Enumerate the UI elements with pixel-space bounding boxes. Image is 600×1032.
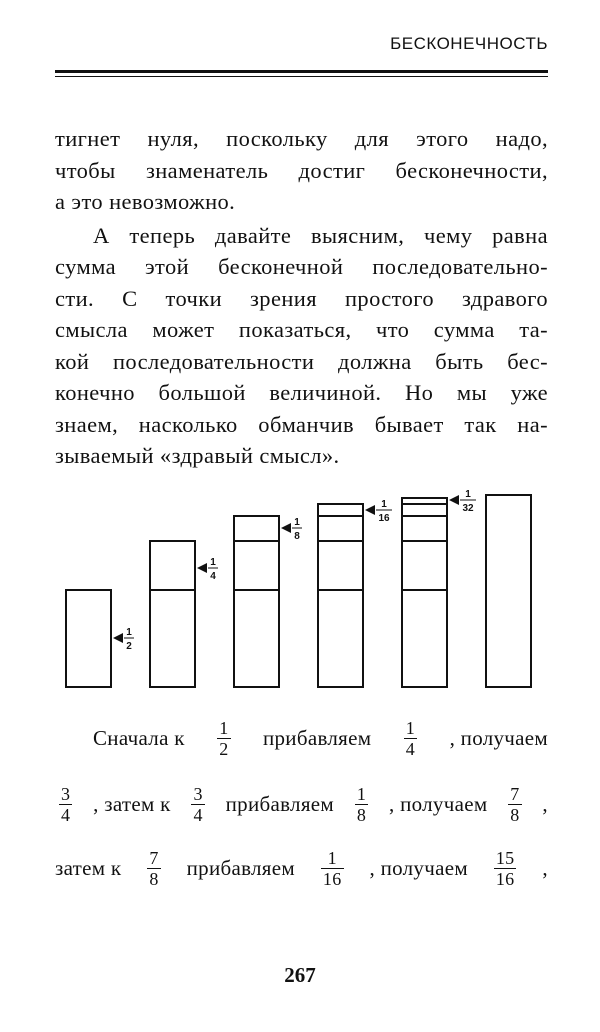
- fraction-num: 3: [61, 784, 71, 804]
- math-word: , получаем: [388, 792, 488, 817]
- fraction: [191, 784, 204, 825]
- text-line: конечно большой величиной. Но мы уже: [55, 380, 548, 405]
- math-word: прибавляем: [186, 856, 295, 881]
- block-column: [150, 541, 195, 687]
- running-header: БЕСКОНЕЧНОСТЬ: [390, 34, 548, 53]
- math-word: , получаем: [449, 726, 548, 751]
- math-word: затем к: [55, 856, 122, 881]
- text-line: зываемый «здравый смысл».: [55, 443, 340, 468]
- label-den: 4: [210, 571, 216, 582]
- math-word: ,: [542, 792, 548, 817]
- fraction: [59, 784, 72, 825]
- label-num: 1: [294, 517, 300, 528]
- header-rule-thin: [55, 76, 548, 77]
- page-number: 267: [284, 963, 316, 987]
- label-den: 16: [378, 513, 390, 524]
- arrow-icon: [113, 633, 123, 643]
- text-line: чтобы знаменатель достиг бесконечности,: [55, 157, 548, 183]
- text-line: сумма этой бесконечной последовательно-: [55, 254, 548, 279]
- text-line: смысла может показаться, что сумма та-: [55, 317, 548, 342]
- label-num: 1: [210, 557, 216, 568]
- text-line: знаем, насколько обманчив бывает так на-: [55, 411, 548, 437]
- text-line: А теперь давайте выясним, чему равна: [93, 222, 548, 248]
- label-num: 1: [126, 627, 132, 638]
- fraction-num: 7: [149, 848, 159, 868]
- fraction: [217, 718, 230, 759]
- label-num: 1: [381, 499, 387, 510]
- text-line: тигнет нуля, поскольку для этого надо,: [55, 126, 548, 151]
- block-whole: [486, 495, 531, 687]
- fraction-den: 4: [405, 739, 416, 760]
- text-line: сти. С точки зрения простого здравого: [55, 285, 548, 311]
- fraction-num: 1: [356, 784, 367, 804]
- fraction-den: 8: [356, 805, 367, 826]
- fraction: [321, 848, 344, 889]
- block-column: [318, 504, 363, 687]
- fraction-den: 4: [61, 805, 71, 826]
- fraction: [147, 848, 160, 889]
- paragraph-2: [55, 220, 548, 472]
- label-den: 2: [126, 641, 132, 652]
- paragraph-1: [55, 123, 548, 218]
- block-half: [66, 590, 111, 687]
- fraction-num: 7: [510, 784, 520, 804]
- fraction-num: 3: [193, 784, 203, 804]
- fraction-den: 4: [193, 805, 203, 826]
- math-line-1: [55, 718, 548, 759]
- arrow-icon: [449, 495, 459, 505]
- math-word: прибавляем: [262, 726, 372, 751]
- arrow-icon: [365, 505, 375, 515]
- stacked-blocks-figure: [0, 480, 600, 695]
- arrow-icon: [281, 523, 291, 533]
- header-rule-thick: [55, 70, 548, 73]
- text-line: а это невозможно.: [55, 189, 236, 214]
- math-word: , затем к: [93, 792, 171, 817]
- fraction: [494, 848, 517, 889]
- label-den: 32: [462, 503, 474, 514]
- fraction-num: 15: [495, 848, 515, 868]
- fraction: [404, 718, 417, 759]
- block-column: [402, 498, 447, 687]
- fraction-den: 8: [510, 805, 520, 826]
- math-word: ,: [542, 856, 548, 881]
- fraction-num: 1: [219, 718, 229, 738]
- text-line: кой последовательности должна быть бес-: [55, 348, 548, 374]
- fraction-den: 16: [495, 869, 515, 890]
- arrow-icon: [197, 563, 207, 573]
- math-line-3: [55, 848, 548, 889]
- fraction-den: 2: [219, 739, 229, 760]
- body-text: [55, 123, 548, 472]
- math-word: , получаем: [369, 856, 468, 881]
- fraction: [355, 784, 368, 825]
- fraction-den: 8: [149, 869, 159, 890]
- fraction-num: 1: [405, 718, 416, 738]
- fraction-num: 1: [327, 848, 337, 868]
- math-word: Сначала к: [93, 726, 185, 751]
- fraction: [508, 784, 521, 825]
- label-num: 1: [465, 489, 471, 500]
- math-word: прибавляем: [225, 792, 334, 817]
- fraction-den: 16: [322, 869, 342, 890]
- math-line-2: [55, 784, 548, 825]
- label-den: 8: [294, 531, 300, 542]
